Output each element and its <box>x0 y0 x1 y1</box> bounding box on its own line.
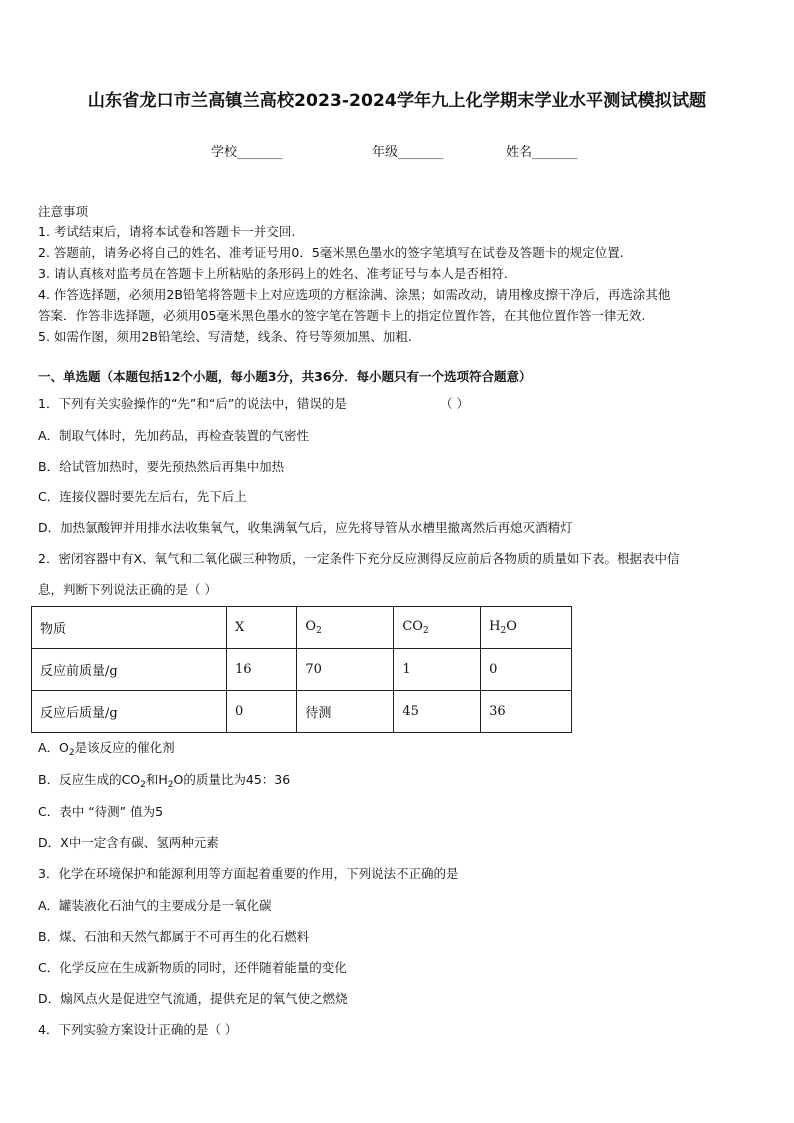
option-b-sub1: 2 <box>140 780 146 790</box>
student-info-row <box>0 141 794 161</box>
table-header-cell <box>481 607 572 649</box>
table-cell: 70 <box>297 649 394 691</box>
table-cell: 1 <box>394 649 481 691</box>
question-2-option-b <box>38 770 760 795</box>
question-1-option-b: B．给试管加热时，要先预热然后再集中加热 <box>38 459 285 474</box>
o2-symbol: O <box>305 619 317 634</box>
option-a-sub: 2 <box>68 748 75 758</box>
question-2-option-d: D．X中一定含有碳、氢两种元素 <box>38 835 219 850</box>
note-item: 4. 作答选择题，必须用2B铅笔将答题卡上对应选项的方框涂满、涂黑；如需改动，请用橡皮擦干净后，再选涂其他 <box>38 287 671 302</box>
note-item: 5. 如需作图，须用2B铅笔绘、写清楚，线条、符号等须加黑、加粗. <box>38 329 412 344</box>
table-cell: 反应前质量/g <box>32 649 227 691</box>
table-header-cell: 物质 <box>32 607 227 649</box>
table-row <box>32 649 572 691</box>
table-cell: 16 <box>226 649 296 691</box>
table-cell: 36 <box>481 691 572 733</box>
question-3-stem: 3．化学在环境保护和能源利用等方面起着重要的作用，下列说法不正确的是 <box>38 866 459 881</box>
question-3-option-c: C．化学反应在生成新物质的同时，还伴随着能量的变化 <box>38 960 347 975</box>
option-a-post: 是该反应的催化剂 <box>74 740 175 755</box>
question-3-option-d: D．煽风点火是促进空气流通，提供充足的氧气使之燃烧 <box>38 991 348 1006</box>
option-b-pre: B．反应生成的CO <box>38 772 141 787</box>
table-cell: 0 <box>481 649 572 691</box>
section-heading: 一、单选题（本题包括12个小题，每小题3分，共36分．每小题只有一个选项符合题意） <box>38 369 532 384</box>
question-1-option-a: A．制取气体时，先加药品，再检查装置的气密性 <box>38 428 310 443</box>
question-2-option-a <box>38 738 760 763</box>
table-header-cell: X <box>226 607 296 649</box>
name-field[interactable]: 姓名_______ <box>506 145 578 160</box>
table-cell: 待测 <box>297 691 394 733</box>
table-cell: 0 <box>226 691 296 733</box>
table-cell: 反应后质量/g <box>32 691 227 733</box>
question-1-option-c: C．连接仪器时要先左后右，先下后上 <box>38 489 247 504</box>
exam-title: 山东省龙口市兰高镇兰高校2023-2024学年九上化学期末学业水平测试模拟试题 <box>87 91 707 111</box>
h2o-symbol: H <box>489 619 501 634</box>
table-header-cell <box>297 607 394 649</box>
question-4-stem: 4．下列实验方案设计正确的是（ ） <box>38 1022 238 1037</box>
note-item: 答案．作答非选择题，必须用05毫米黑色墨水的签字笔在答题卡上的指定位置作答，在其他位置作答一律无效. <box>38 308 646 323</box>
note-item: 2. 答题前，请务必将自己的姓名、准考证号用0．5毫米黑色墨水的签字笔填写在试卷及答题卡的规定位置. <box>38 245 624 260</box>
grade-field[interactable]: 年级_______ <box>372 145 444 160</box>
question-2-option-c: C．表中 “待测” 值为5 <box>38 804 164 819</box>
question-1-text: 1．下列有关实验操作的“先”和“后”的说法中，错误的是 <box>38 396 347 411</box>
question-1-answer-paren: （ ） <box>440 396 469 411</box>
question-3-option-b: B．煤、石油和天然气都属于不可再生的化石燃料 <box>38 929 310 944</box>
question-2-stem-line2: 息，判断下列说法正确的是（ ） <box>38 582 217 597</box>
table-row <box>32 691 572 733</box>
o2-subscript: 2 <box>316 626 322 636</box>
option-b-mid: 和H <box>145 772 168 787</box>
h2o-subscript: 2 <box>500 626 507 636</box>
option-b-sub2: 2 <box>167 780 174 790</box>
co2-subscript: 2 <box>422 626 429 636</box>
option-b-post: O的质量比为45：36 <box>173 772 291 787</box>
notes-heading: 注意事项 <box>38 204 89 219</box>
school-field[interactable]: 学校_______ <box>211 145 283 160</box>
question-2-stem-line1: 2．密闭容器中有X、氧气和二氧化碳三种物质，一定条件下充分反应测得反应前后各物质的质量如下表。根据表中信 <box>38 551 680 566</box>
note-item: 3. 请认真核对监考员在答题卡上所粘贴的条形码上的姓名、准考证号与本人是否相符. <box>38 266 508 281</box>
table-header-cell <box>394 607 481 649</box>
question-3-option-a: A．罐装液化石油气的主要成分是一氧化碳 <box>38 898 272 913</box>
question-1-option-d: D．加热氯酸钾并用排水法收集氧气，收集满氧气后，应先将导管从水槽里撤离然后再熄灭酒精灯 <box>38 520 573 535</box>
h2o-tail: O <box>506 619 517 634</box>
mass-table <box>31 606 572 733</box>
option-a-pre: A．O <box>38 740 69 755</box>
table-cell: 45 <box>394 691 481 733</box>
question-1-stem <box>38 394 760 414</box>
co2-symbol: CO <box>402 619 423 634</box>
note-item: 1. 考试结束后，请将本试卷和答题卡一并交回. <box>38 224 296 239</box>
table-header-row <box>32 607 572 649</box>
